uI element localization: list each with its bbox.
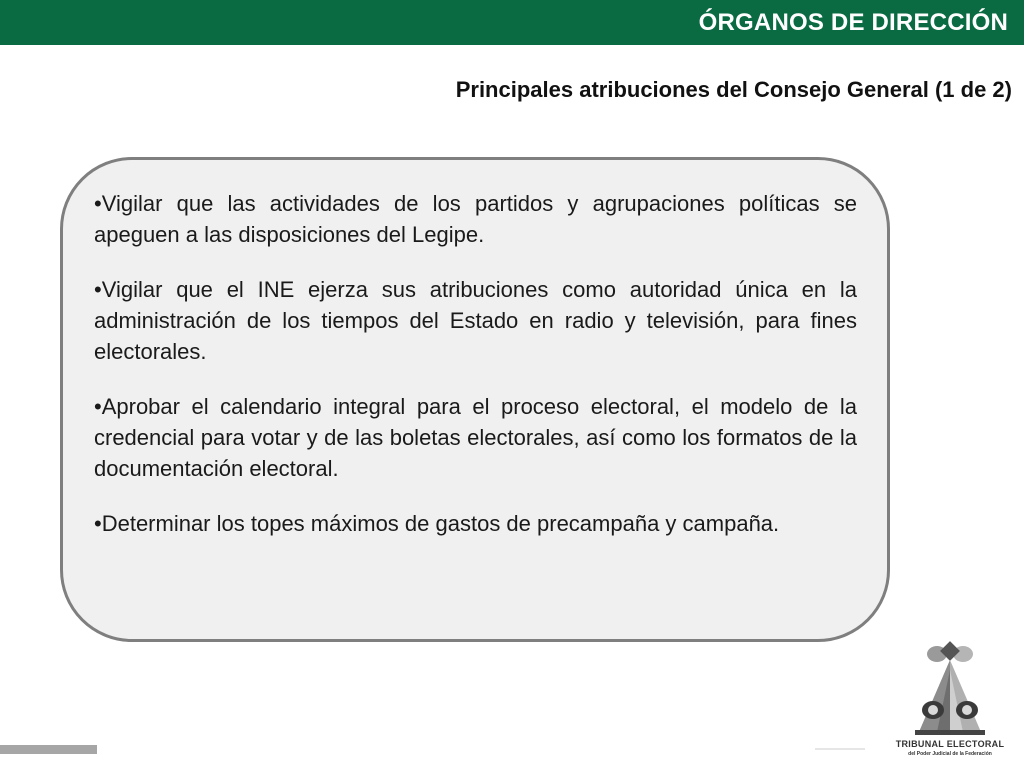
bullet-item: •Vigilar que el INE ejerza sus atribuciones como autoridad única en la administración de los tiempos del Estado en radio y televisión, para fines electorales. <box>94 277 857 364</box>
tribunal-logo <box>895 640 1005 765</box>
bullet-item: •Aprobar el calendario integral para el proceso electoral, el modelo de la credencial para votar y de las boletas electorales, así como los formatos de la documentación electoral. <box>94 394 857 481</box>
bullet-list <box>94 188 857 539</box>
tribunal-electoral-emblem-icon <box>907 640 993 736</box>
logo-name: TRIBUNAL ELECTORAL <box>895 739 1005 749</box>
bullet-item: •Vigilar que las actividades de los partidos y agrupaciones políticas se apeguen a las disposiciones del Legipe. <box>94 191 857 247</box>
logo-tagline: del Poder Judicial de la Federación <box>908 751 992 757</box>
slide-subtitle: Principales atribuciones del Consejo General (1 de 2) <box>455 77 1012 102</box>
section-title: ÓRGANOS DE DIRECCIÓN <box>698 9 1008 36</box>
header-bar <box>0 0 1024 45</box>
footer-line <box>815 748 865 750</box>
footer-bar <box>0 745 97 754</box>
bullet-item: •Determinar los topes máximos de gastos de precampaña y campaña. <box>94 511 780 536</box>
